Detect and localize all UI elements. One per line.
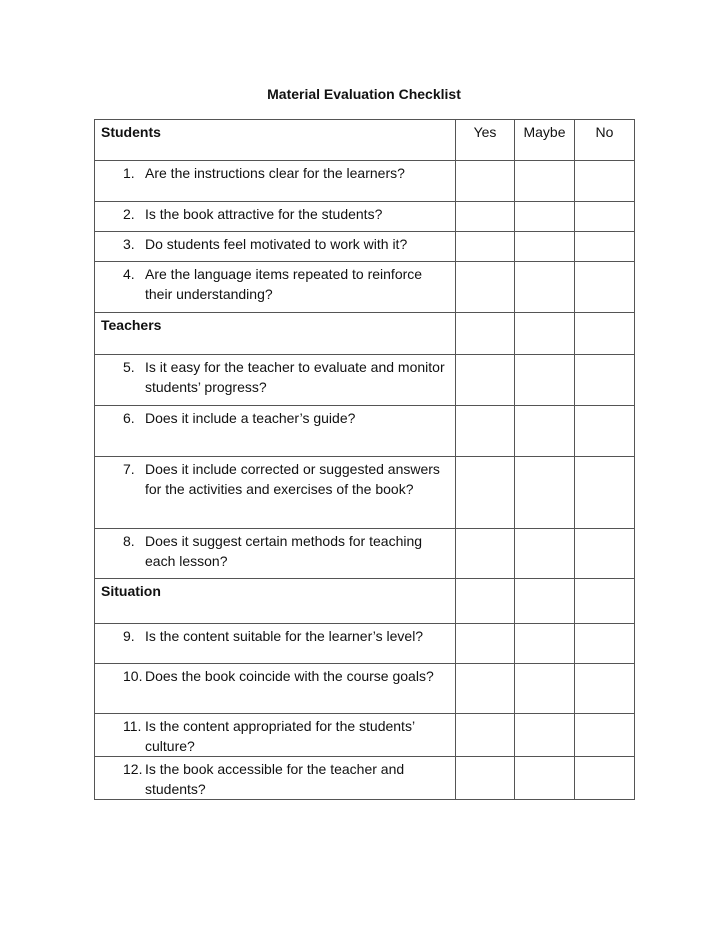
answer-yes-cell[interactable] (456, 202, 515, 232)
table-row (95, 714, 635, 757)
answer-yes-cell[interactable] (456, 355, 515, 406)
answer-yes-cell[interactable] (456, 757, 515, 800)
answer-maybe-cell[interactable] (515, 664, 575, 714)
question-cell (95, 232, 456, 262)
question-text: Is the book accessible for the teacher and students? (145, 761, 405, 797)
question-number: 12. (123, 761, 143, 777)
table-row (95, 529, 635, 579)
question-text: Does it include corrected or suggested answers for the activities and exercises of the book? (145, 461, 440, 497)
empty-cell (456, 579, 515, 624)
answer-yes-cell[interactable] (456, 664, 515, 714)
question-number: 3. (123, 236, 135, 252)
question-text: Is the book attractive for the students? (145, 206, 383, 222)
answer-maybe-cell[interactable] (515, 202, 575, 232)
table-row (95, 406, 635, 457)
question-cell (95, 262, 456, 313)
empty-cell (456, 313, 515, 355)
table-row (95, 664, 635, 714)
answer-no-cell[interactable] (575, 262, 635, 313)
option-header-maybe: Maybe (515, 120, 575, 161)
answer-yes-cell[interactable] (456, 406, 515, 457)
question-text: Are the language items repeated to reinforce their understanding? (145, 266, 423, 302)
question-cell (95, 161, 456, 202)
answer-no-cell[interactable] (575, 202, 635, 232)
section-header-row (95, 120, 635, 161)
answer-no-cell[interactable] (575, 757, 635, 800)
question-number: 7. (123, 461, 135, 477)
question-cell (95, 714, 456, 757)
answer-maybe-cell[interactable] (515, 232, 575, 262)
answer-no-cell[interactable] (575, 355, 635, 406)
answer-maybe-cell[interactable] (515, 406, 575, 457)
answer-no-cell[interactable] (575, 232, 635, 262)
question-number: 5. (123, 359, 135, 375)
answer-yes-cell[interactable] (456, 624, 515, 664)
answer-maybe-cell[interactable] (515, 161, 575, 202)
answer-no-cell[interactable] (575, 664, 635, 714)
empty-cell (515, 313, 575, 355)
answer-no-cell[interactable] (575, 457, 635, 529)
question-number: 2. (123, 206, 135, 222)
question-cell (95, 624, 456, 664)
question-number: 9. (123, 628, 135, 644)
question-cell (95, 757, 456, 800)
question-number: 4. (123, 266, 135, 282)
answer-maybe-cell[interactable] (515, 624, 575, 664)
table-row (95, 202, 635, 232)
answer-yes-cell[interactable] (456, 161, 515, 202)
answer-yes-cell[interactable] (456, 529, 515, 579)
question-cell (95, 202, 456, 232)
table-row (95, 262, 635, 313)
question-number: 8. (123, 533, 135, 549)
question-text: Do students feel motivated to work with it? (145, 236, 408, 252)
question-number: 11. (123, 718, 142, 734)
empty-cell (575, 313, 635, 355)
question-text: Does it include a teacher’s guide? (145, 410, 356, 426)
question-text: Is the content suitable for the learner’s level? (145, 628, 424, 644)
answer-no-cell[interactable] (575, 714, 635, 757)
table-row (95, 355, 635, 406)
empty-cell (515, 579, 575, 624)
answer-yes-cell[interactable] (456, 262, 515, 313)
question-text: Is the content appropriated for the students’ culture? (145, 718, 415, 754)
question-text: Does it suggest certain methods for teaching each lesson? (145, 533, 423, 569)
question-number: 10. (123, 668, 143, 684)
answer-no-cell[interactable] (575, 529, 635, 579)
section-label-teachers: Teachers (95, 313, 456, 355)
answer-maybe-cell[interactable] (515, 355, 575, 406)
question-text: Are the instructions clear for the learners? (145, 165, 405, 181)
answer-maybe-cell[interactable] (515, 262, 575, 313)
question-cell (95, 529, 456, 579)
checklist-table (94, 119, 635, 800)
table-row (95, 757, 635, 800)
section-label-students: Students (95, 120, 456, 161)
question-cell (95, 664, 456, 714)
question-cell (95, 457, 456, 529)
answer-yes-cell[interactable] (456, 457, 515, 529)
answer-maybe-cell[interactable] (515, 714, 575, 757)
section-header-row (95, 579, 635, 624)
question-cell (95, 355, 456, 406)
answer-maybe-cell[interactable] (515, 529, 575, 579)
answer-maybe-cell[interactable] (515, 457, 575, 529)
section-header-row (95, 313, 635, 355)
question-number: 1. (123, 165, 135, 181)
question-text: Is it easy for the teacher to evaluate and monitor students’ progress? (145, 359, 445, 395)
table-row (95, 161, 635, 202)
answer-no-cell[interactable] (575, 406, 635, 457)
page-title: Material Evaluation Checklist (267, 86, 461, 102)
option-header-no: No (575, 120, 635, 161)
question-text: Does the book coincide with the course goals? (145, 668, 434, 684)
table-row (95, 457, 635, 529)
empty-cell (575, 579, 635, 624)
section-label-situation: Situation (95, 579, 456, 624)
table-row (95, 232, 635, 262)
answer-no-cell[interactable] (575, 624, 635, 664)
question-cell (95, 406, 456, 457)
option-header-yes: Yes (456, 120, 515, 161)
answer-yes-cell[interactable] (456, 714, 515, 757)
table-row (95, 624, 635, 664)
answer-maybe-cell[interactable] (515, 757, 575, 800)
question-number: 6. (123, 410, 135, 426)
answer-no-cell[interactable] (575, 161, 635, 202)
answer-yes-cell[interactable] (456, 232, 515, 262)
